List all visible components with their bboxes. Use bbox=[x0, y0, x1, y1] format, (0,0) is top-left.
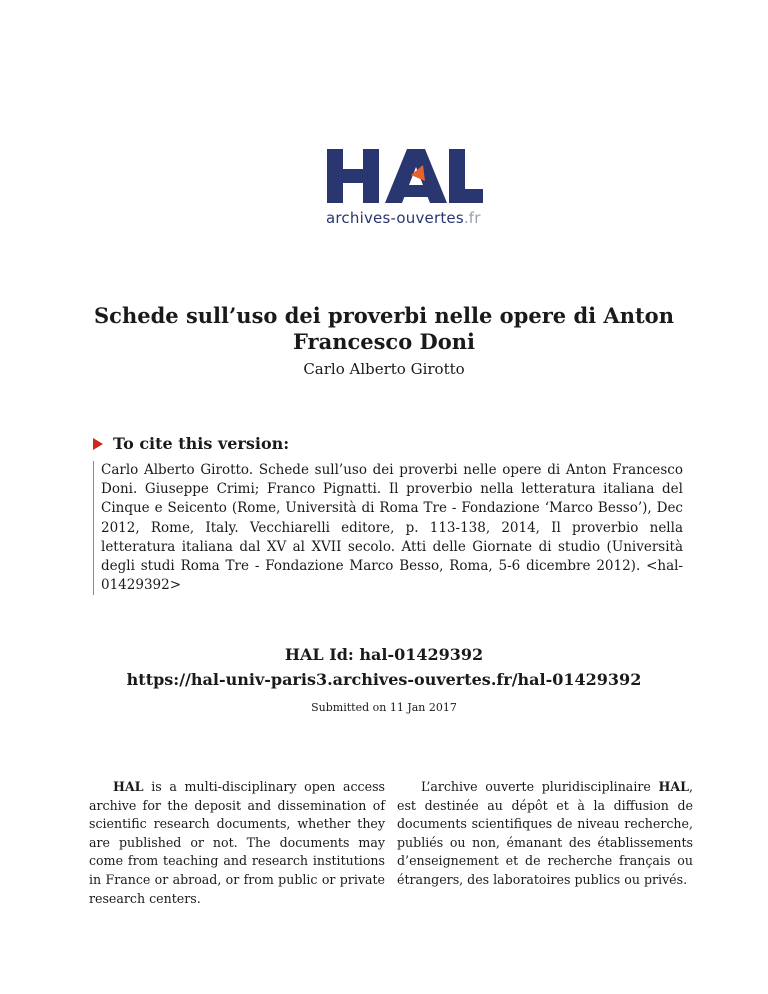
cite-heading bbox=[93, 434, 289, 453]
cite-heading-label: To cite this version: bbox=[113, 434, 290, 453]
english-notice bbox=[89, 778, 385, 908]
hal-url: https://hal-univ-paris3.archives-ouvertes.fr/hal-01429392 bbox=[126, 670, 642, 689]
triangle-right-icon bbox=[93, 438, 103, 450]
logo-sub-suffix: .fr bbox=[463, 209, 481, 227]
title-line-2: Francesco Doni bbox=[292, 329, 476, 354]
hal-logo-subtitle bbox=[326, 209, 486, 227]
citation-text: Carlo Alberto Girotto. Schede sull’uso dei proverbi nelle opere di Anton Francesco Doni. Giuseppe Crimi; Franco Pignatti. Il proverbio nella letteratura italiana del Cinque e Seicento (Rome, Università di Roma Tre - Fondazione ‘Marco Besso’), Dec 2012, Rome, Italy. Vecchiarelli editore, p. 113-138, 2014, Il proverbio nella letteratura italiana dal XV al XVII secolo. Atti delle Giornate di studio (Università degli studi Roma Tre - Fondazione Marco Besso, Roma, 5-6 dicembre 2012). <hal-01429392> bbox=[93, 461, 683, 595]
hal-bold: HAL bbox=[113, 779, 144, 794]
hal-logo-word bbox=[325, 145, 485, 205]
author: Carlo Alberto Girotto bbox=[303, 360, 465, 378]
logo-sub-main: archives-ouvertes bbox=[326, 209, 464, 227]
french-notice-pre: L’archive ouverte pluridisciplinaire bbox=[421, 779, 659, 794]
hal-logo bbox=[325, 145, 485, 235]
title-line-1: Schede sull’uso dei proverbi nelle opere di Anton bbox=[94, 303, 674, 328]
submitted-date: Submitted on 11 Jan 2017 bbox=[311, 701, 457, 714]
french-notice-text: , est destinée au dépôt et à la diffusion de documents scientifiques de niveau recherche, publiés ou non, émanant des établissements d’enseignement et de recherche français ou étrangers, des laboratoires publics ou privés. bbox=[397, 779, 693, 887]
hal-id: HAL Id: hal-01429392 bbox=[284, 645, 484, 664]
french-notice bbox=[397, 778, 693, 890]
document-title bbox=[60, 303, 708, 355]
hal-bold-fr: HAL bbox=[658, 779, 689, 794]
english-notice-text: is a multi-disciplinary open access archive for the deposit and dissemination of scientific research documents, whether they are published or not. The documents may come from teaching and research institutions in France or abroad, or from public or private research centers. bbox=[89, 779, 385, 906]
